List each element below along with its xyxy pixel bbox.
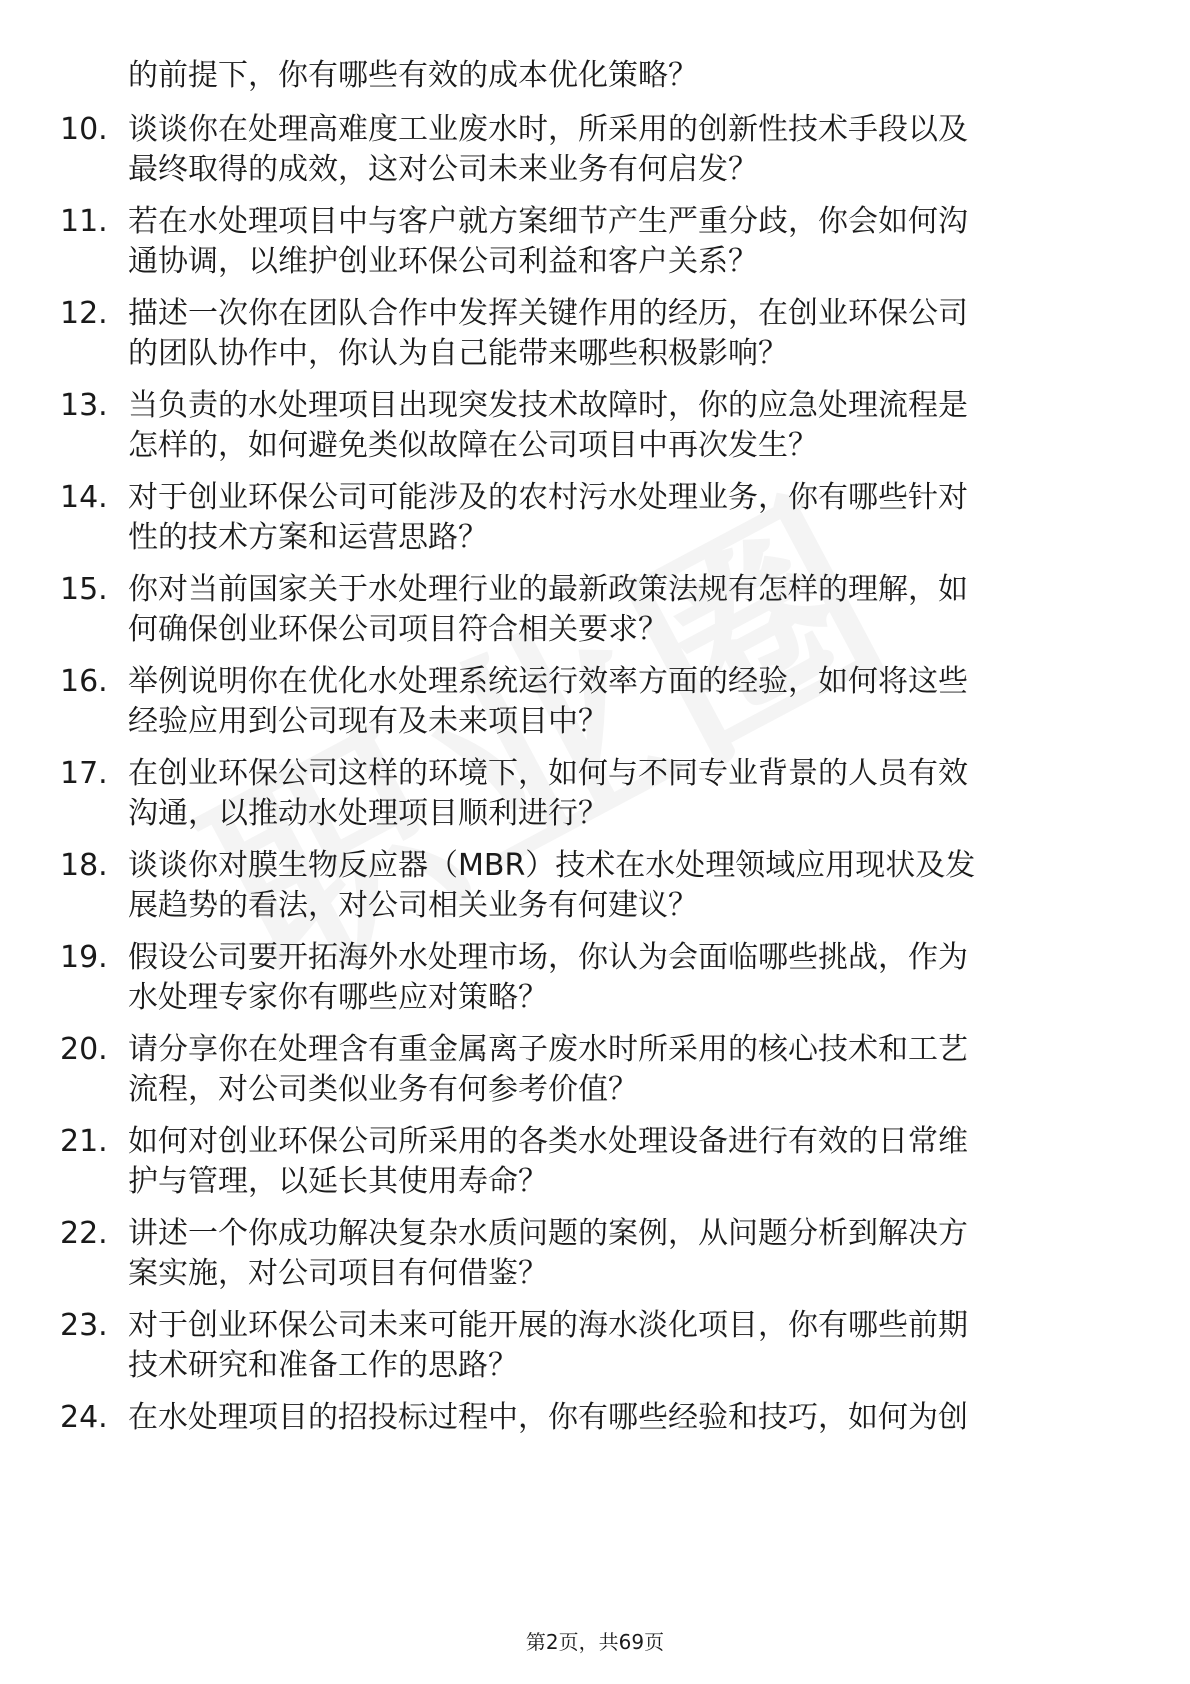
question-text [128,1030,1128,1110]
question-number: 19. [60,940,108,975]
question-text [128,478,1128,558]
page-footer: 第2页，共69页 [525,1630,665,1654]
question-text [128,386,1128,466]
question-line: 怎样的，如何避免类似故障在公司项目中再次发生？ [128,428,818,463]
question-line: 在创业环保公司这样的环境下，如何与不同专业背景的人员有效 [128,756,968,791]
question-line: 通协调，以维护创业环保公司利益和客户关系？ [128,244,758,279]
question-line: 最终取得的成效，这对公司未来业务有何启发？ [128,152,758,187]
question-text [128,1398,1128,1438]
question-text [128,846,1128,926]
question-line: 如何对创业环保公司所采用的各类水处理设备进行有效的日常维 [128,1124,968,1159]
question-line: 沟通，以推动水处理项目顺利进行？ [128,796,608,831]
question-text [128,662,1128,742]
question-line: 性的技术方案和运营思路？ [128,520,488,555]
question-line: 当负责的水处理项目出现突发技术故障时，你的应急处理流程是 [128,388,968,423]
question-line: 举例说明你在优化水处理系统运行效率方面的经验，如何将这些 [128,664,968,699]
question-number: 15. [60,572,108,607]
question-line: 案实施，对公司项目有何借鉴？ [128,1256,548,1291]
question-line: 描述一次你在团队合作中发挥关键作用的经历，在创业环保公司 [128,296,968,331]
question-line: 展趋势的看法，对公司相关业务有何建议？ [128,888,698,923]
question-number: 13. [60,388,108,423]
question-line: 对于创业环保公司可能涉及的农村污水处理业务，你有哪些针对 [128,480,968,515]
question-text [128,938,1128,1018]
question-line: 在水处理项目的招投标过程中，你有哪些经验和技巧，如何为创 [128,1400,968,1435]
question-line: 的团队协作中，你认为自己能带来哪些积极影响？ [128,336,788,371]
question-line: 谈谈你对膜生物反应器（MBR）技术在水处理领域应用现状及发 [128,848,976,883]
question-number: 18. [60,848,108,883]
question-line: 你对当前国家关于水处理行业的最新政策法规有怎样的理解，如 [128,572,968,607]
question-text [128,570,1128,650]
question-line: 请分享你在处理含有重金属离子废水时所采用的核心技术和工艺 [128,1032,968,1067]
question-line: 若在水处理项目中与客户就方案细节产生严重分歧，你会如何沟 [128,204,968,239]
question-number: 16. [60,664,108,699]
question-number: 12. [60,296,108,331]
question-number: 11. [60,204,108,239]
question-number: 20. [60,1032,108,1067]
question-text [128,202,1128,282]
question-text [128,1306,1128,1386]
question-line: 护与管理，以延长其使用寿命？ [128,1164,548,1199]
question-line: 水处理专家你有哪些应对策略？ [128,980,548,1015]
question-line: 流程，对公司类似业务有何参考价值？ [128,1072,638,1107]
question-line: 假设公司要开拓海外水处理市场，你认为会面临哪些挑战，作为 [128,940,968,975]
question-line: 何确保创业环保公司项目符合相关要求？ [128,612,668,647]
question-text [128,754,1128,834]
question-number: 14. [60,480,108,515]
question-number: 23. [60,1308,108,1343]
question-line: 对于创业环保公司未来可能开展的海水淡化项目，你有哪些前期 [128,1308,968,1343]
question-number: 21. [60,1124,108,1159]
question-number: 10. [60,112,108,147]
question-text [128,1214,1128,1294]
question-line: 讲述一个你成功解决复杂水质问题的案例，从问题分析到解决方 [128,1216,968,1251]
question-number: 22. [60,1216,108,1251]
question-text [128,1122,1128,1202]
question-line: 技术研究和准备工作的思路？ [128,1348,518,1383]
question-line: 谈谈你在处理高难度工业废水时，所采用的创新性技术手段以及 [128,112,968,147]
question-number: 17. [60,756,108,791]
question-number: 24. [60,1400,108,1435]
continuation-line: 的前提下，你有哪些有效的成本优化策略？ [128,58,698,93]
question-text [128,294,1128,374]
question-text [128,110,1128,190]
question-line: 经验应用到公司现有及未来项目中？ [128,704,608,739]
